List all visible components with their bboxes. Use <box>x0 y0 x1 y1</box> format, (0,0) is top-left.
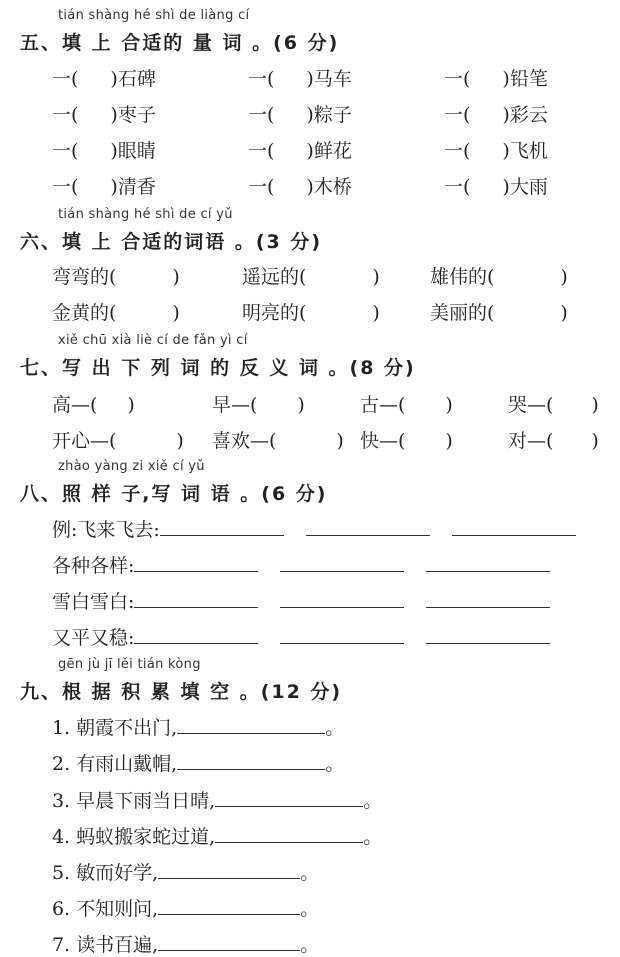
answer-blank[interactable] <box>306 517 430 536</box>
s9-item-3: 3. 早晨下雨当日晴, 。 <box>52 790 383 812</box>
s7-item-5: 开心—( ) <box>52 430 184 452</box>
s9-item-2: 2. 有雨山戴帽, 。 <box>52 753 345 775</box>
s7-item-2: 早—( ) <box>212 394 305 416</box>
s7-item-6: 喜欢—( ) <box>212 430 344 452</box>
s5-item-2: 一( )马车 <box>248 68 352 90</box>
s7-item-8: 对—( ) <box>508 430 599 452</box>
answer-blank[interactable] <box>280 589 404 608</box>
s9-item-5: 5. 敏而好学, 。 <box>52 862 320 884</box>
answer-blank[interactable] <box>280 625 404 644</box>
answer-blank[interactable] <box>177 751 325 770</box>
section7-title: 七、写 出 下 列 词 的 反 义 词 。(8 分) <box>20 357 416 379</box>
s8-row-1: 各种各样: <box>52 551 550 578</box>
section6-title: 六、填 上 合适的词语 。(3 分) <box>20 231 323 253</box>
s5-item-1: 一( )石碑 <box>52 68 156 90</box>
s5-item-6: 一( )彩云 <box>444 104 548 126</box>
answer-blank[interactable] <box>426 553 550 572</box>
section7-pinyin: xiě chū xià liè cí de fǎn yì cí <box>58 333 248 348</box>
answer-blank[interactable] <box>134 625 258 644</box>
s5-item-3: 一( )铅笔 <box>444 68 548 90</box>
s5-item-8: 一( )鲜花 <box>248 140 352 162</box>
answer-blank[interactable] <box>177 715 325 734</box>
answer-blank[interactable] <box>215 824 363 843</box>
answer-blank[interactable] <box>160 517 284 536</box>
s9-item-6: 6. 不知则问, 。 <box>52 898 320 920</box>
answer-blank[interactable] <box>280 553 404 572</box>
s7-item-3: 古—( ) <box>360 394 453 416</box>
s7-item-1: 高—( ) <box>52 394 135 416</box>
s5-item-7: 一( )眼睛 <box>52 140 156 162</box>
section8-pinyin: zhào yàng zi xiě cí yǔ <box>58 459 205 474</box>
answer-blank[interactable] <box>452 517 576 536</box>
s5-item-4: 一( )枣子 <box>52 104 156 126</box>
s7-item-4: 哭—( ) <box>508 394 599 416</box>
s9-item-4: 4. 蚂蚁搬家蛇过道, 。 <box>52 826 383 848</box>
s6-item-5: 明亮的( ) <box>242 302 380 324</box>
answer-blank[interactable] <box>158 860 300 879</box>
s8-row-3: 又平又稳: <box>52 623 550 650</box>
section5-title: 五、填 上 合适的 量 词 。(6 分) <box>20 32 340 54</box>
answer-blank[interactable] <box>426 589 550 608</box>
section9-title: 九、根 据 积 累 填 空 。(12 分) <box>20 681 343 703</box>
section9-pinyin: gēn jù jī lěi tián kòng <box>58 657 201 672</box>
s5-item-11: 一( )木桥 <box>248 176 352 198</box>
answer-blank[interactable] <box>158 896 300 915</box>
answer-blank[interactable] <box>426 625 550 644</box>
s6-item-2: 遥远的( ) <box>242 266 380 288</box>
s5-item-5: 一( )粽子 <box>248 104 352 126</box>
s5-item-12: 一( )大雨 <box>444 176 548 198</box>
s8-row-2: 雪白雪白: <box>52 587 550 614</box>
s6-item-3: 雄伟的( ) <box>430 266 568 288</box>
s6-item-4: 金黄的( ) <box>52 302 180 324</box>
section8-title: 八、照 样 子,写 词 语 。(6 分) <box>20 483 328 505</box>
s6-item-6: 美丽的( ) <box>430 302 568 324</box>
section5-pinyin: tián shàng hé shì de liàng cí <box>58 8 250 23</box>
answer-blank[interactable] <box>158 932 300 951</box>
answer-blank[interactable] <box>215 788 363 807</box>
answer-blank[interactable] <box>134 553 258 572</box>
s5-item-9: 一( )飞机 <box>444 140 548 162</box>
s5-item-10: 一( )清香 <box>52 176 156 198</box>
s6-item-1: 弯弯的( ) <box>52 266 180 288</box>
s9-item-1: 1. 朝霞不出门, 。 <box>52 717 345 739</box>
answer-blank[interactable] <box>134 589 258 608</box>
s8-row-example: 例:飞来飞去: <box>52 515 576 542</box>
section6-pinyin: tián shàng hé shì de cí yǔ <box>58 207 233 222</box>
s7-item-7: 快—( ) <box>360 430 453 452</box>
s9-item-7: 7. 读书百遍, 。 <box>52 934 320 956</box>
